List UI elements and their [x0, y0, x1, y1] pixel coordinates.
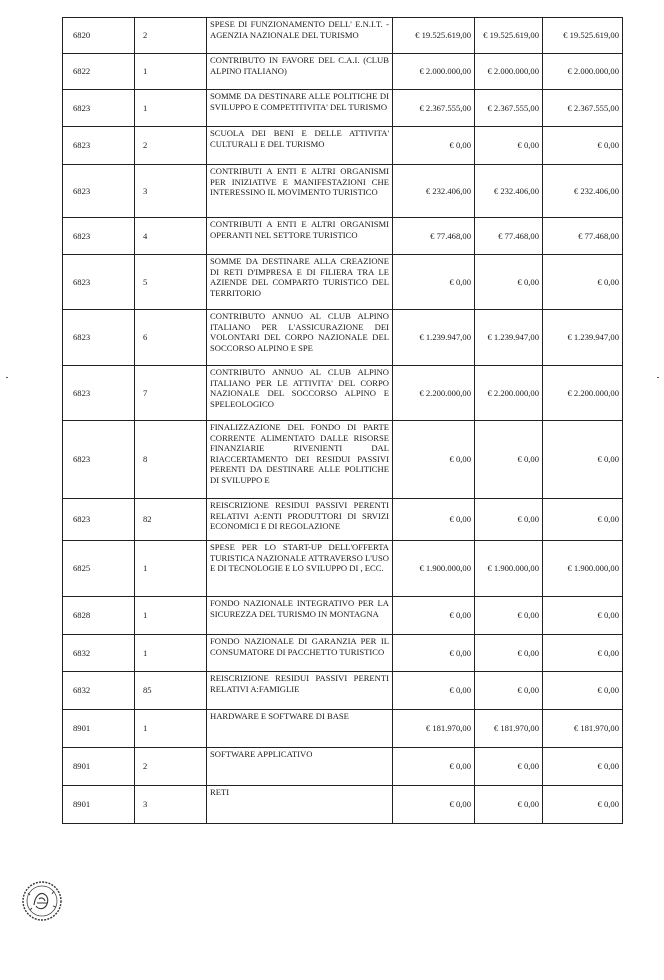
- amount-cell-3: € 2.200.000,00: [543, 366, 623, 421]
- description-cell: SCUOLA DEI BENI E DELLE ATTIVITA' CULTURALI E DEL TURISMO: [207, 127, 393, 165]
- amount-cell-3: € 0,00: [543, 672, 623, 710]
- description-cell: REISCRIZIONE RESIDUI PASSIVI PERENTI RELATIVI A:ENTI PRODUTTORI DI SRVIZI ECONOMICI E DI REGOLAZIONE: [207, 499, 393, 541]
- amount-cell-1: € 2.367.555,00: [393, 90, 475, 127]
- description-cell: CONTRIBUTO ANNUO AL CLUB ALPINO ITALIANO PER L'ASSICURAZIONE DEI VOLONTARI DEL CORPO NAZIONALE DEL SOCCORSO ALPINO E SPE: [207, 310, 393, 366]
- chapter-cell: 6823: [63, 366, 135, 421]
- article-cell: 8: [135, 421, 207, 499]
- amount-cell-3: € 0,00: [543, 127, 623, 165]
- table-row: [63, 597, 623, 635]
- amount-cell-3: € 0,00: [543, 499, 623, 541]
- chapter-cell: 6823: [63, 127, 135, 165]
- table-row: [63, 672, 623, 710]
- description-cell: CONTRIBUTI A ENTI E ALTRI ORGANISMI PER INIZIATIVE E MANIFESTAZIONI CHE INTERESSINO IL MOVIMENTO TURISTICO: [207, 165, 393, 218]
- description-cell: HARDWARE E SOFTWARE DI BASE: [207, 710, 393, 748]
- table-row: [63, 90, 623, 127]
- amount-cell-3: € 1.239.947,00: [543, 310, 623, 366]
- chapter-cell: 6823: [63, 90, 135, 127]
- description-cell: RETI: [207, 786, 393, 824]
- article-cell: 1: [135, 541, 207, 597]
- amount-cell-2: € 181.970,00: [475, 710, 543, 748]
- amount-cell-2: € 2.200.000,00: [475, 366, 543, 421]
- article-cell: 5: [135, 255, 207, 310]
- amount-cell-1: € 0,00: [393, 127, 475, 165]
- description-cell: FONDO NAZIONALE DI GARANZIA PER IL CONSUMATORE DI PACCHETTO TURISTICO: [207, 635, 393, 672]
- chapter-cell: 6823: [63, 499, 135, 541]
- table-row: [63, 635, 623, 672]
- amount-cell-1: € 0,00: [393, 635, 475, 672]
- chapter-cell: 8901: [63, 710, 135, 748]
- table-row: [63, 18, 623, 54]
- amount-cell-3: € 0,00: [543, 597, 623, 635]
- article-cell: 1: [135, 635, 207, 672]
- table-row: [63, 218, 623, 255]
- chapter-cell: 6823: [63, 310, 135, 366]
- amount-cell-3: € 0,00: [543, 255, 623, 310]
- amount-cell-3: € 19.525.619,00: [543, 18, 623, 54]
- description-cell: CONTRIBUTO ANNUO AL CLUB ALPINO ITALIANO PER LE ATTIVITA' DEL CORPO NAZIONALE DEL SOCCORSO ALPINO E SPELEOLOGICO: [207, 366, 393, 421]
- amount-cell-1: € 0,00: [393, 672, 475, 710]
- amount-cell-2: € 0,00: [475, 672, 543, 710]
- table-row: [63, 255, 623, 310]
- scan-mark: [6, 377, 8, 378]
- article-cell: 6: [135, 310, 207, 366]
- chapter-cell: 6822: [63, 54, 135, 90]
- table-row: [63, 786, 623, 824]
- amount-cell-3: € 0,00: [543, 635, 623, 672]
- article-cell: 7: [135, 366, 207, 421]
- amount-cell-2: € 77.468,00: [475, 218, 543, 255]
- chapter-cell: 6823: [63, 421, 135, 499]
- amount-cell-3: € 2.000.000,00: [543, 54, 623, 90]
- amount-cell-1: € 0,00: [393, 748, 475, 786]
- table-row: [63, 748, 623, 786]
- chapter-cell: 6823: [63, 255, 135, 310]
- article-cell: 1: [135, 710, 207, 748]
- chapter-cell: 6820: [63, 18, 135, 54]
- description-cell: SOMME DA DESTINARE ALLE POLITICHE DI SVILUPPO E COMPETITIVITA' DEL TURISMO: [207, 90, 393, 127]
- amount-cell-2: € 2.367.555,00: [475, 90, 543, 127]
- amount-cell-2: € 0,00: [475, 421, 543, 499]
- chapter-cell: 6825: [63, 541, 135, 597]
- chapter-cell: 6823: [63, 218, 135, 255]
- table-row: [63, 421, 623, 499]
- amount-cell-1: € 232.406,00: [393, 165, 475, 218]
- description-cell: SOMME DA DESTINARE ALLA CREAZIONE DI RETI D'IMPRESA E DI FILIERA TRA LE AZIENDE DEL COMPARTO TURISTICO DEL TERRITORIO: [207, 255, 393, 310]
- article-cell: 3: [135, 165, 207, 218]
- table-row: [63, 54, 623, 90]
- amount-cell-1: € 2.200.000,00: [393, 366, 475, 421]
- table-row: [63, 310, 623, 366]
- amount-cell-3: € 0,00: [543, 748, 623, 786]
- article-cell: 85: [135, 672, 207, 710]
- amount-cell-3: € 1.900.000,00: [543, 541, 623, 597]
- table-row: [63, 541, 623, 597]
- article-cell: 3: [135, 786, 207, 824]
- table-row: [63, 127, 623, 165]
- description-cell: FONDO NAZIONALE INTEGRATIVO PER LA SICUREZZA DEL TURISMO IN MONTAGNA: [207, 597, 393, 635]
- amount-cell-2: € 0,00: [475, 597, 543, 635]
- table-row: [63, 366, 623, 421]
- chapter-cell: 8901: [63, 748, 135, 786]
- amount-cell-2: € 2.000.000,00: [475, 54, 543, 90]
- chapter-cell: 6828: [63, 597, 135, 635]
- amount-cell-2: € 232.406,00: [475, 165, 543, 218]
- amount-cell-1: € 2.000.000,00: [393, 54, 475, 90]
- amount-cell-1: € 0,00: [393, 597, 475, 635]
- description-cell: SOFTWARE APPLICATIVO: [207, 748, 393, 786]
- article-cell: 4: [135, 218, 207, 255]
- chapter-cell: 6823: [63, 165, 135, 218]
- amount-cell-3: € 77.468,00: [543, 218, 623, 255]
- description-cell: SPESE DI FUNZIONAMENTO DELL' E.N.I.T. - AGENZIA NAZIONALE DEL TURISMO: [207, 18, 393, 54]
- chapter-cell: 6832: [63, 672, 135, 710]
- article-cell: 1: [135, 54, 207, 90]
- amount-cell-2: € 0,00: [475, 127, 543, 165]
- table-row: [63, 165, 623, 218]
- amount-cell-1: € 0,00: [393, 421, 475, 499]
- description-cell: CONTRIBUTO IN FAVORE DEL C.A.I. (CLUB ALPINO ITALIANO): [207, 54, 393, 90]
- amount-cell-1: € 0,00: [393, 786, 475, 824]
- amount-cell-3: € 2.367.555,00: [543, 90, 623, 127]
- description-cell: FINALIZZAZIONE DEL FONDO DI PARTE CORRENTE ALIMENTATO DALLE RISORSE FINANZIARIE RIVENIENTI DAL RIACCERTAMENTO DEI RESIDUI PASSIVI PERENTI DA DESTINARE ALLE POLITICHE DI SVILUPPO E: [207, 421, 393, 499]
- amount-cell-1: € 0,00: [393, 255, 475, 310]
- amount-cell-2: € 0,00: [475, 499, 543, 541]
- description-cell: CONTRIBUTI A ENTI E ALTRI ORGANISMI OPERANTI NEL SETTORE TURISTICO: [207, 218, 393, 255]
- amount-cell-2: € 0,00: [475, 748, 543, 786]
- amount-cell-1: € 77.468,00: [393, 218, 475, 255]
- amount-cell-2: € 1.239.947,00: [475, 310, 543, 366]
- chapter-cell: 6832: [63, 635, 135, 672]
- amount-cell-1: € 0,00: [393, 499, 475, 541]
- amount-cell-1: € 19.525.619,00: [393, 18, 475, 54]
- chapter-cell: 8901: [63, 786, 135, 824]
- amount-cell-1: € 1.900.000,00: [393, 541, 475, 597]
- table-row: [63, 499, 623, 541]
- article-cell: 2: [135, 18, 207, 54]
- amount-cell-3: € 0,00: [543, 421, 623, 499]
- amount-cell-2: € 0,00: [475, 255, 543, 310]
- amount-cell-1: € 181.970,00: [393, 710, 475, 748]
- amount-cell-3: € 181.970,00: [543, 710, 623, 748]
- budget-table: [62, 17, 623, 824]
- article-cell: 1: [135, 597, 207, 635]
- amount-cell-3: € 232.406,00: [543, 165, 623, 218]
- amount-cell-2: € 0,00: [475, 635, 543, 672]
- table-row: [63, 710, 623, 748]
- amount-cell-2: € 0,00: [475, 786, 543, 824]
- article-cell: 82: [135, 499, 207, 541]
- amount-cell-1: € 1.239.947,00: [393, 310, 475, 366]
- article-cell: 2: [135, 748, 207, 786]
- description-cell: SPESE PER LO START-UP DELL'OFFERTA TURISTICA NAZIONALE ATTRAVERSO L'USO E DI TECNOLOGIE E LO SVILUPPO DI , ECC.: [207, 541, 393, 597]
- article-cell: 2: [135, 127, 207, 165]
- amount-cell-3: € 0,00: [543, 786, 623, 824]
- scan-mark: [657, 377, 659, 378]
- budget-table-body: [63, 18, 623, 824]
- article-cell: 1: [135, 90, 207, 127]
- description-cell: REISCRIZIONE RESIDUI PASSIVI PERENTI RELATIVI A:FAMIGLIE: [207, 672, 393, 710]
- amount-cell-2: € 19.525.619,00: [475, 18, 543, 54]
- official-seal-icon: [20, 879, 64, 923]
- amount-cell-2: € 1.900.000,00: [475, 541, 543, 597]
